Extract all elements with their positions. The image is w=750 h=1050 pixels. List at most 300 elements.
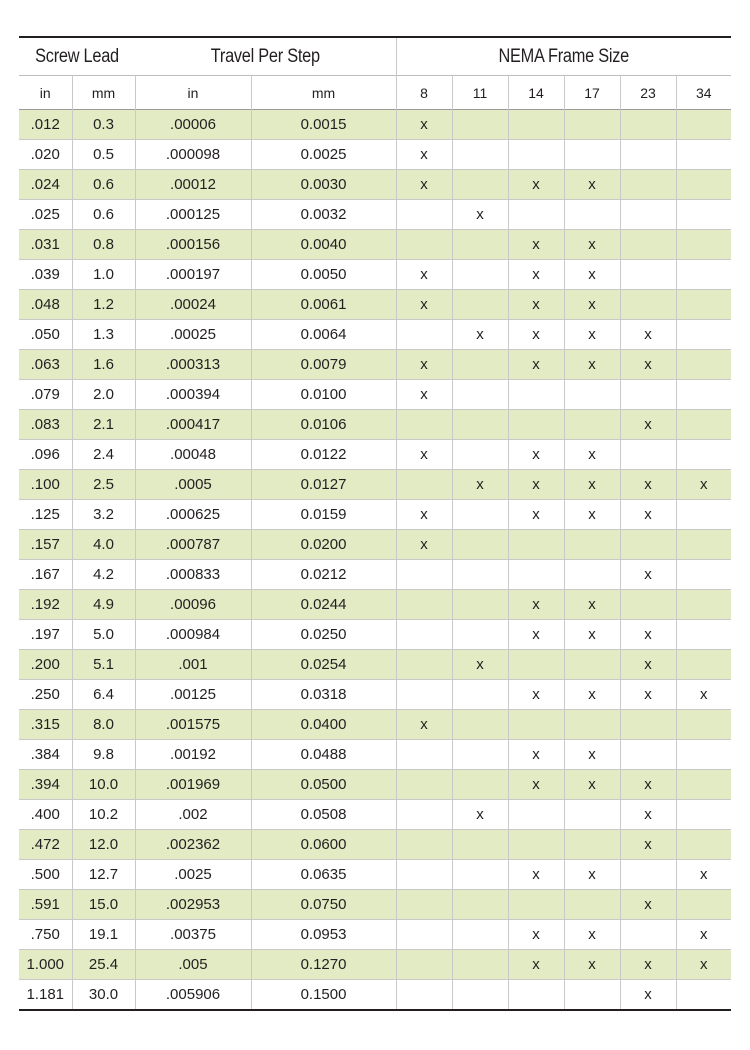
travel-in-cell: .00096	[135, 590, 251, 620]
travel-mm-cell: 0.1500	[251, 980, 396, 1011]
frame-14-mark	[508, 800, 564, 830]
frame-17-mark	[564, 410, 620, 440]
frame-11-mark	[452, 380, 508, 410]
frame-11-mark: x	[452, 320, 508, 350]
travel-mm-cell: 0.0318	[251, 680, 396, 710]
frame-17-mark	[564, 530, 620, 560]
table-row	[19, 950, 731, 980]
lead-in-cell: .048	[19, 290, 72, 320]
frame-8-mark: x	[396, 260, 452, 290]
frame-23-mark	[620, 230, 676, 260]
travel-in-cell: .00125	[135, 680, 251, 710]
frame-8-mark	[396, 560, 452, 590]
frame-11-mark	[452, 230, 508, 260]
lead-mm-cell: 25.4	[72, 950, 135, 980]
unit-travel-in: in	[135, 76, 251, 110]
lead-mm-cell: 1.6	[72, 350, 135, 380]
travel-mm-cell: 0.0635	[251, 860, 396, 890]
travel-in-cell: .000833	[135, 560, 251, 590]
lead-mm-cell: 2.4	[72, 440, 135, 470]
travel-in-cell: .000625	[135, 500, 251, 530]
travel-mm-cell: 0.0254	[251, 650, 396, 680]
frame-17-mark	[564, 890, 620, 920]
frame-11-mark	[452, 500, 508, 530]
lead-mm-cell: 2.5	[72, 470, 135, 500]
table-row	[19, 470, 731, 500]
lead-mm-cell: 1.0	[72, 260, 135, 290]
frame-8-mark	[396, 830, 452, 860]
travel-mm-cell: 0.0250	[251, 620, 396, 650]
frame-17-mark	[564, 830, 620, 860]
frame-17-mark: x	[564, 590, 620, 620]
frame-14-mark: x	[508, 590, 564, 620]
travel-in-cell: .00006	[135, 110, 251, 140]
frame-8-mark	[396, 470, 452, 500]
table-row	[19, 230, 731, 260]
table-row	[19, 110, 731, 140]
lead-in-cell: .591	[19, 890, 72, 920]
table-row	[19, 710, 731, 740]
travel-in-cell: .002953	[135, 890, 251, 920]
frame-23-mark: x	[620, 770, 676, 800]
frame-8-mark	[396, 890, 452, 920]
frame-14-mark: x	[508, 920, 564, 950]
frame-17-mark: x	[564, 440, 620, 470]
travel-mm-cell: 0.0750	[251, 890, 396, 920]
table-row	[19, 200, 731, 230]
lead-in-cell: .157	[19, 530, 72, 560]
frame-34-mark: x	[676, 680, 731, 710]
frame-8-mark	[396, 680, 452, 710]
travel-in-cell: .001969	[135, 770, 251, 800]
travel-in-cell: .00048	[135, 440, 251, 470]
lead-mm-cell: 30.0	[72, 980, 135, 1011]
frame-14-mark: x	[508, 500, 564, 530]
frame-14-mark	[508, 830, 564, 860]
table-row	[19, 440, 731, 470]
frame-17-mark	[564, 380, 620, 410]
frame-34-mark	[676, 230, 731, 260]
lead-mm-cell: 0.5	[72, 140, 135, 170]
frame-34-mark	[676, 320, 731, 350]
travel-in-cell: .00024	[135, 290, 251, 320]
table-row	[19, 530, 731, 560]
frame-23-mark: x	[620, 830, 676, 860]
lead-in-cell: .025	[19, 200, 72, 230]
frame-17-mark: x	[564, 950, 620, 980]
screw-lead-table	[19, 36, 731, 1011]
frame-34-mark	[676, 590, 731, 620]
frame-14-mark	[508, 530, 564, 560]
travel-mm-cell: 0.0025	[251, 140, 396, 170]
frame-23-mark: x	[620, 410, 676, 440]
table-row	[19, 140, 731, 170]
frame-17-mark: x	[564, 620, 620, 650]
group-header-row	[19, 37, 731, 76]
frame-14-mark: x	[508, 260, 564, 290]
table-row	[19, 650, 731, 680]
frame-14-mark: x	[508, 320, 564, 350]
frame-14-mark: x	[508, 680, 564, 710]
frame-14-mark: x	[508, 860, 564, 890]
lead-mm-cell: 0.6	[72, 170, 135, 200]
lead-mm-cell: 3.2	[72, 500, 135, 530]
frame-size-11: 11	[452, 76, 508, 110]
lead-in-cell: .063	[19, 350, 72, 380]
travel-mm-cell: 0.0030	[251, 170, 396, 200]
frame-34-mark	[676, 620, 731, 650]
lead-in-cell: .083	[19, 410, 72, 440]
frame-23-mark	[620, 740, 676, 770]
frame-14-mark	[508, 710, 564, 740]
frame-8-mark	[396, 650, 452, 680]
frame-14-mark	[508, 140, 564, 170]
frame-34-mark: x	[676, 920, 731, 950]
table-row	[19, 560, 731, 590]
frame-17-mark	[564, 710, 620, 740]
travel-mm-cell: 0.0079	[251, 350, 396, 380]
travel-mm-cell: 0.0050	[251, 260, 396, 290]
frame-17-mark	[564, 560, 620, 590]
travel-in-cell: .005	[135, 950, 251, 980]
frame-11-mark	[452, 920, 508, 950]
frame-34-mark	[676, 710, 731, 740]
frame-8-mark	[396, 590, 452, 620]
screw-lead-header: Screw Lead	[35, 45, 119, 67]
frame-14-mark	[508, 380, 564, 410]
table-row	[19, 890, 731, 920]
frame-11-mark	[452, 710, 508, 740]
lead-mm-cell: 5.0	[72, 620, 135, 650]
frame-23-mark: x	[620, 500, 676, 530]
lead-mm-cell: 12.7	[72, 860, 135, 890]
frame-23-mark: x	[620, 680, 676, 710]
frame-23-mark: x	[620, 890, 676, 920]
frame-14-mark: x	[508, 620, 564, 650]
frame-34-mark	[676, 770, 731, 800]
travel-mm-cell: 0.0106	[251, 410, 396, 440]
travel-mm-cell: 0.0040	[251, 230, 396, 260]
frame-34-mark	[676, 890, 731, 920]
frame-14-mark	[508, 560, 564, 590]
frame-34-mark	[676, 380, 731, 410]
travel-in-cell: .005906	[135, 980, 251, 1011]
frame-8-mark: x	[396, 290, 452, 320]
frame-8-mark	[396, 920, 452, 950]
frame-23-mark	[620, 110, 676, 140]
frame-23-mark	[620, 710, 676, 740]
frame-11-mark	[452, 890, 508, 920]
travel-in-cell: .001575	[135, 710, 251, 740]
frame-34-mark	[676, 350, 731, 380]
unit-lead-mm: mm	[72, 76, 135, 110]
lead-mm-cell: 8.0	[72, 710, 135, 740]
lead-mm-cell: 1.3	[72, 320, 135, 350]
frame-34-mark: x	[676, 860, 731, 890]
frame-11-mark	[452, 620, 508, 650]
frame-11-mark	[452, 980, 508, 1011]
frame-14-mark	[508, 890, 564, 920]
frame-8-mark	[396, 410, 452, 440]
frame-size-17: 17	[564, 76, 620, 110]
travel-mm-cell: 0.0600	[251, 830, 396, 860]
frame-34-mark	[676, 830, 731, 860]
lead-in-cell: .472	[19, 830, 72, 860]
frame-11-mark: x	[452, 470, 508, 500]
table-row	[19, 830, 731, 860]
frame-34-mark	[676, 410, 731, 440]
lead-mm-cell: 10.0	[72, 770, 135, 800]
lead-in-cell: .024	[19, 170, 72, 200]
frame-8-mark: x	[396, 140, 452, 170]
lead-in-cell: .200	[19, 650, 72, 680]
lead-in-cell: .100	[19, 470, 72, 500]
frame-17-mark: x	[564, 170, 620, 200]
frame-8-mark	[396, 740, 452, 770]
frame-17-mark: x	[564, 470, 620, 500]
lead-mm-cell: 0.8	[72, 230, 135, 260]
frame-8-mark	[396, 950, 452, 980]
travel-in-cell: .002362	[135, 830, 251, 860]
frame-14-mark: x	[508, 950, 564, 980]
frame-14-mark: x	[508, 230, 564, 260]
lead-in-cell: .125	[19, 500, 72, 530]
frame-11-mark	[452, 950, 508, 980]
table-row	[19, 620, 731, 650]
lead-in-cell: .250	[19, 680, 72, 710]
frame-17-mark	[564, 110, 620, 140]
table-row	[19, 770, 731, 800]
lead-mm-cell: 0.6	[72, 200, 135, 230]
frame-34-mark	[676, 440, 731, 470]
frame-8-mark: x	[396, 710, 452, 740]
lead-in-cell: .192	[19, 590, 72, 620]
frame-11-mark: x	[452, 200, 508, 230]
table-row	[19, 410, 731, 440]
lead-in-cell: .079	[19, 380, 72, 410]
frame-23-mark: x	[620, 980, 676, 1011]
travel-mm-cell: 0.0122	[251, 440, 396, 470]
travel-mm-cell: 0.0508	[251, 800, 396, 830]
frame-34-mark	[676, 500, 731, 530]
table-row	[19, 680, 731, 710]
frame-8-mark	[396, 800, 452, 830]
travel-in-cell: .00375	[135, 920, 251, 950]
lead-mm-cell: 2.0	[72, 380, 135, 410]
table-row	[19, 350, 731, 380]
travel-mm-cell: 0.0015	[251, 110, 396, 140]
travel-mm-cell: 0.0953	[251, 920, 396, 950]
frame-17-mark: x	[564, 290, 620, 320]
frame-size-14: 14	[508, 76, 564, 110]
lead-in-cell: .384	[19, 740, 72, 770]
lead-in-cell: .394	[19, 770, 72, 800]
frame-23-mark: x	[620, 650, 676, 680]
travel-mm-cell: 0.0400	[251, 710, 396, 740]
travel-mm-cell: 0.0032	[251, 200, 396, 230]
lead-in-cell: 1.000	[19, 950, 72, 980]
frame-8-mark	[396, 230, 452, 260]
table-row	[19, 170, 731, 200]
frame-14-mark: x	[508, 740, 564, 770]
frame-11-mark	[452, 830, 508, 860]
lead-mm-cell: 0.3	[72, 110, 135, 140]
frame-17-mark: x	[564, 230, 620, 260]
frame-34-mark: x	[676, 470, 731, 500]
travel-in-cell: .0005	[135, 470, 251, 500]
frame-size-34: 34	[676, 76, 731, 110]
frame-34-mark	[676, 140, 731, 170]
lead-in-cell: 1.181	[19, 980, 72, 1011]
frame-17-mark	[564, 140, 620, 170]
lead-mm-cell: 1.2	[72, 290, 135, 320]
nema-frame-size-header: NEMA Frame Size	[419, 37, 707, 76]
frame-23-mark: x	[620, 350, 676, 380]
lead-mm-cell: 4.9	[72, 590, 135, 620]
frame-8-mark: x	[396, 380, 452, 410]
lead-mm-cell: 19.1	[72, 920, 135, 950]
frame-8-mark	[396, 320, 452, 350]
frame-14-mark: x	[508, 770, 564, 800]
table-row	[19, 920, 731, 950]
travel-mm-cell: 0.0200	[251, 530, 396, 560]
travel-in-cell: .000313	[135, 350, 251, 380]
travel-mm-cell: 0.0212	[251, 560, 396, 590]
frame-17-mark	[564, 200, 620, 230]
lead-in-cell: .750	[19, 920, 72, 950]
frame-17-mark: x	[564, 260, 620, 290]
lead-mm-cell: 4.0	[72, 530, 135, 560]
lead-in-cell: .050	[19, 320, 72, 350]
frame-11-mark	[452, 860, 508, 890]
frame-11-mark	[452, 770, 508, 800]
travel-in-cell: .000984	[135, 620, 251, 650]
frame-23-mark	[620, 860, 676, 890]
frame-11-mark	[452, 530, 508, 560]
frame-34-mark	[676, 560, 731, 590]
frame-34-mark	[676, 110, 731, 140]
table-body	[19, 110, 731, 1011]
lead-in-cell: .167	[19, 560, 72, 590]
travel-in-cell: .000394	[135, 380, 251, 410]
lead-in-cell: .039	[19, 260, 72, 290]
frame-8-mark	[396, 860, 452, 890]
frame-23-mark	[620, 140, 676, 170]
lead-mm-cell: 2.1	[72, 410, 135, 440]
frame-8-mark	[396, 770, 452, 800]
frame-11-mark	[452, 410, 508, 440]
travel-in-cell: .000787	[135, 530, 251, 560]
frame-11-mark	[452, 290, 508, 320]
frame-17-mark: x	[564, 320, 620, 350]
unit-travel-mm: mm	[251, 76, 396, 110]
travel-in-cell: .000156	[135, 230, 251, 260]
frame-14-mark	[508, 650, 564, 680]
frame-8-mark: x	[396, 500, 452, 530]
frame-11-mark	[452, 590, 508, 620]
frame-11-mark	[452, 740, 508, 770]
frame-23-mark	[620, 170, 676, 200]
frame-23-mark	[620, 200, 676, 230]
table-row	[19, 320, 731, 350]
frame-23-mark	[620, 260, 676, 290]
travel-in-cell: .00012	[135, 170, 251, 200]
frame-size-8: 8	[396, 76, 452, 110]
travel-in-cell: .001	[135, 650, 251, 680]
travel-mm-cell: 0.0064	[251, 320, 396, 350]
table-row	[19, 290, 731, 320]
frame-17-mark: x	[564, 350, 620, 380]
frame-11-mark	[452, 440, 508, 470]
lead-in-cell: .197	[19, 620, 72, 650]
frame-34-mark	[676, 800, 731, 830]
lead-mm-cell: 10.2	[72, 800, 135, 830]
frame-23-mark	[620, 590, 676, 620]
frame-23-mark: x	[620, 620, 676, 650]
unit-header-row	[19, 76, 731, 110]
frame-8-mark: x	[396, 350, 452, 380]
frame-17-mark	[564, 980, 620, 1011]
frame-14-mark: x	[508, 470, 564, 500]
frame-8-mark	[396, 620, 452, 650]
lead-in-cell: .400	[19, 800, 72, 830]
table-row	[19, 980, 731, 1011]
travel-mm-cell: 0.0500	[251, 770, 396, 800]
travel-mm-cell: 0.0244	[251, 590, 396, 620]
frame-34-mark	[676, 170, 731, 200]
frame-8-mark	[396, 980, 452, 1011]
lead-in-cell: .500	[19, 860, 72, 890]
table-row	[19, 860, 731, 890]
travel-mm-cell: 0.0061	[251, 290, 396, 320]
travel-in-cell: .000417	[135, 410, 251, 440]
frame-17-mark	[564, 800, 620, 830]
travel-in-cell: .000125	[135, 200, 251, 230]
lead-in-cell: .315	[19, 710, 72, 740]
travel-mm-cell: 0.0159	[251, 500, 396, 530]
frame-14-mark: x	[508, 290, 564, 320]
travel-in-cell: .0025	[135, 860, 251, 890]
frame-11-mark	[452, 680, 508, 710]
frame-8-mark: x	[396, 440, 452, 470]
frame-34-mark	[676, 260, 731, 290]
frame-34-mark	[676, 650, 731, 680]
frame-34-mark	[676, 290, 731, 320]
travel-in-cell: .00025	[135, 320, 251, 350]
table-row	[19, 500, 731, 530]
travel-per-step-header: Travel Per Step	[210, 45, 320, 67]
frame-23-mark: x	[620, 320, 676, 350]
frame-17-mark: x	[564, 500, 620, 530]
lead-mm-cell: 4.2	[72, 560, 135, 590]
lead-in-cell: .031	[19, 230, 72, 260]
frame-14-mark	[508, 110, 564, 140]
frame-23-mark	[620, 530, 676, 560]
lead-mm-cell: 5.1	[72, 650, 135, 680]
lead-in-cell: .020	[19, 140, 72, 170]
frame-23-mark: x	[620, 470, 676, 500]
travel-in-cell: .000197	[135, 260, 251, 290]
table-row	[19, 260, 731, 290]
table-row	[19, 740, 731, 770]
frame-11-mark: x	[452, 800, 508, 830]
frame-8-mark: x	[396, 110, 452, 140]
lead-in-cell: .012	[19, 110, 72, 140]
frame-14-mark: x	[508, 170, 564, 200]
travel-mm-cell: 0.0488	[251, 740, 396, 770]
frame-34-mark	[676, 530, 731, 560]
frame-23-mark	[620, 920, 676, 950]
